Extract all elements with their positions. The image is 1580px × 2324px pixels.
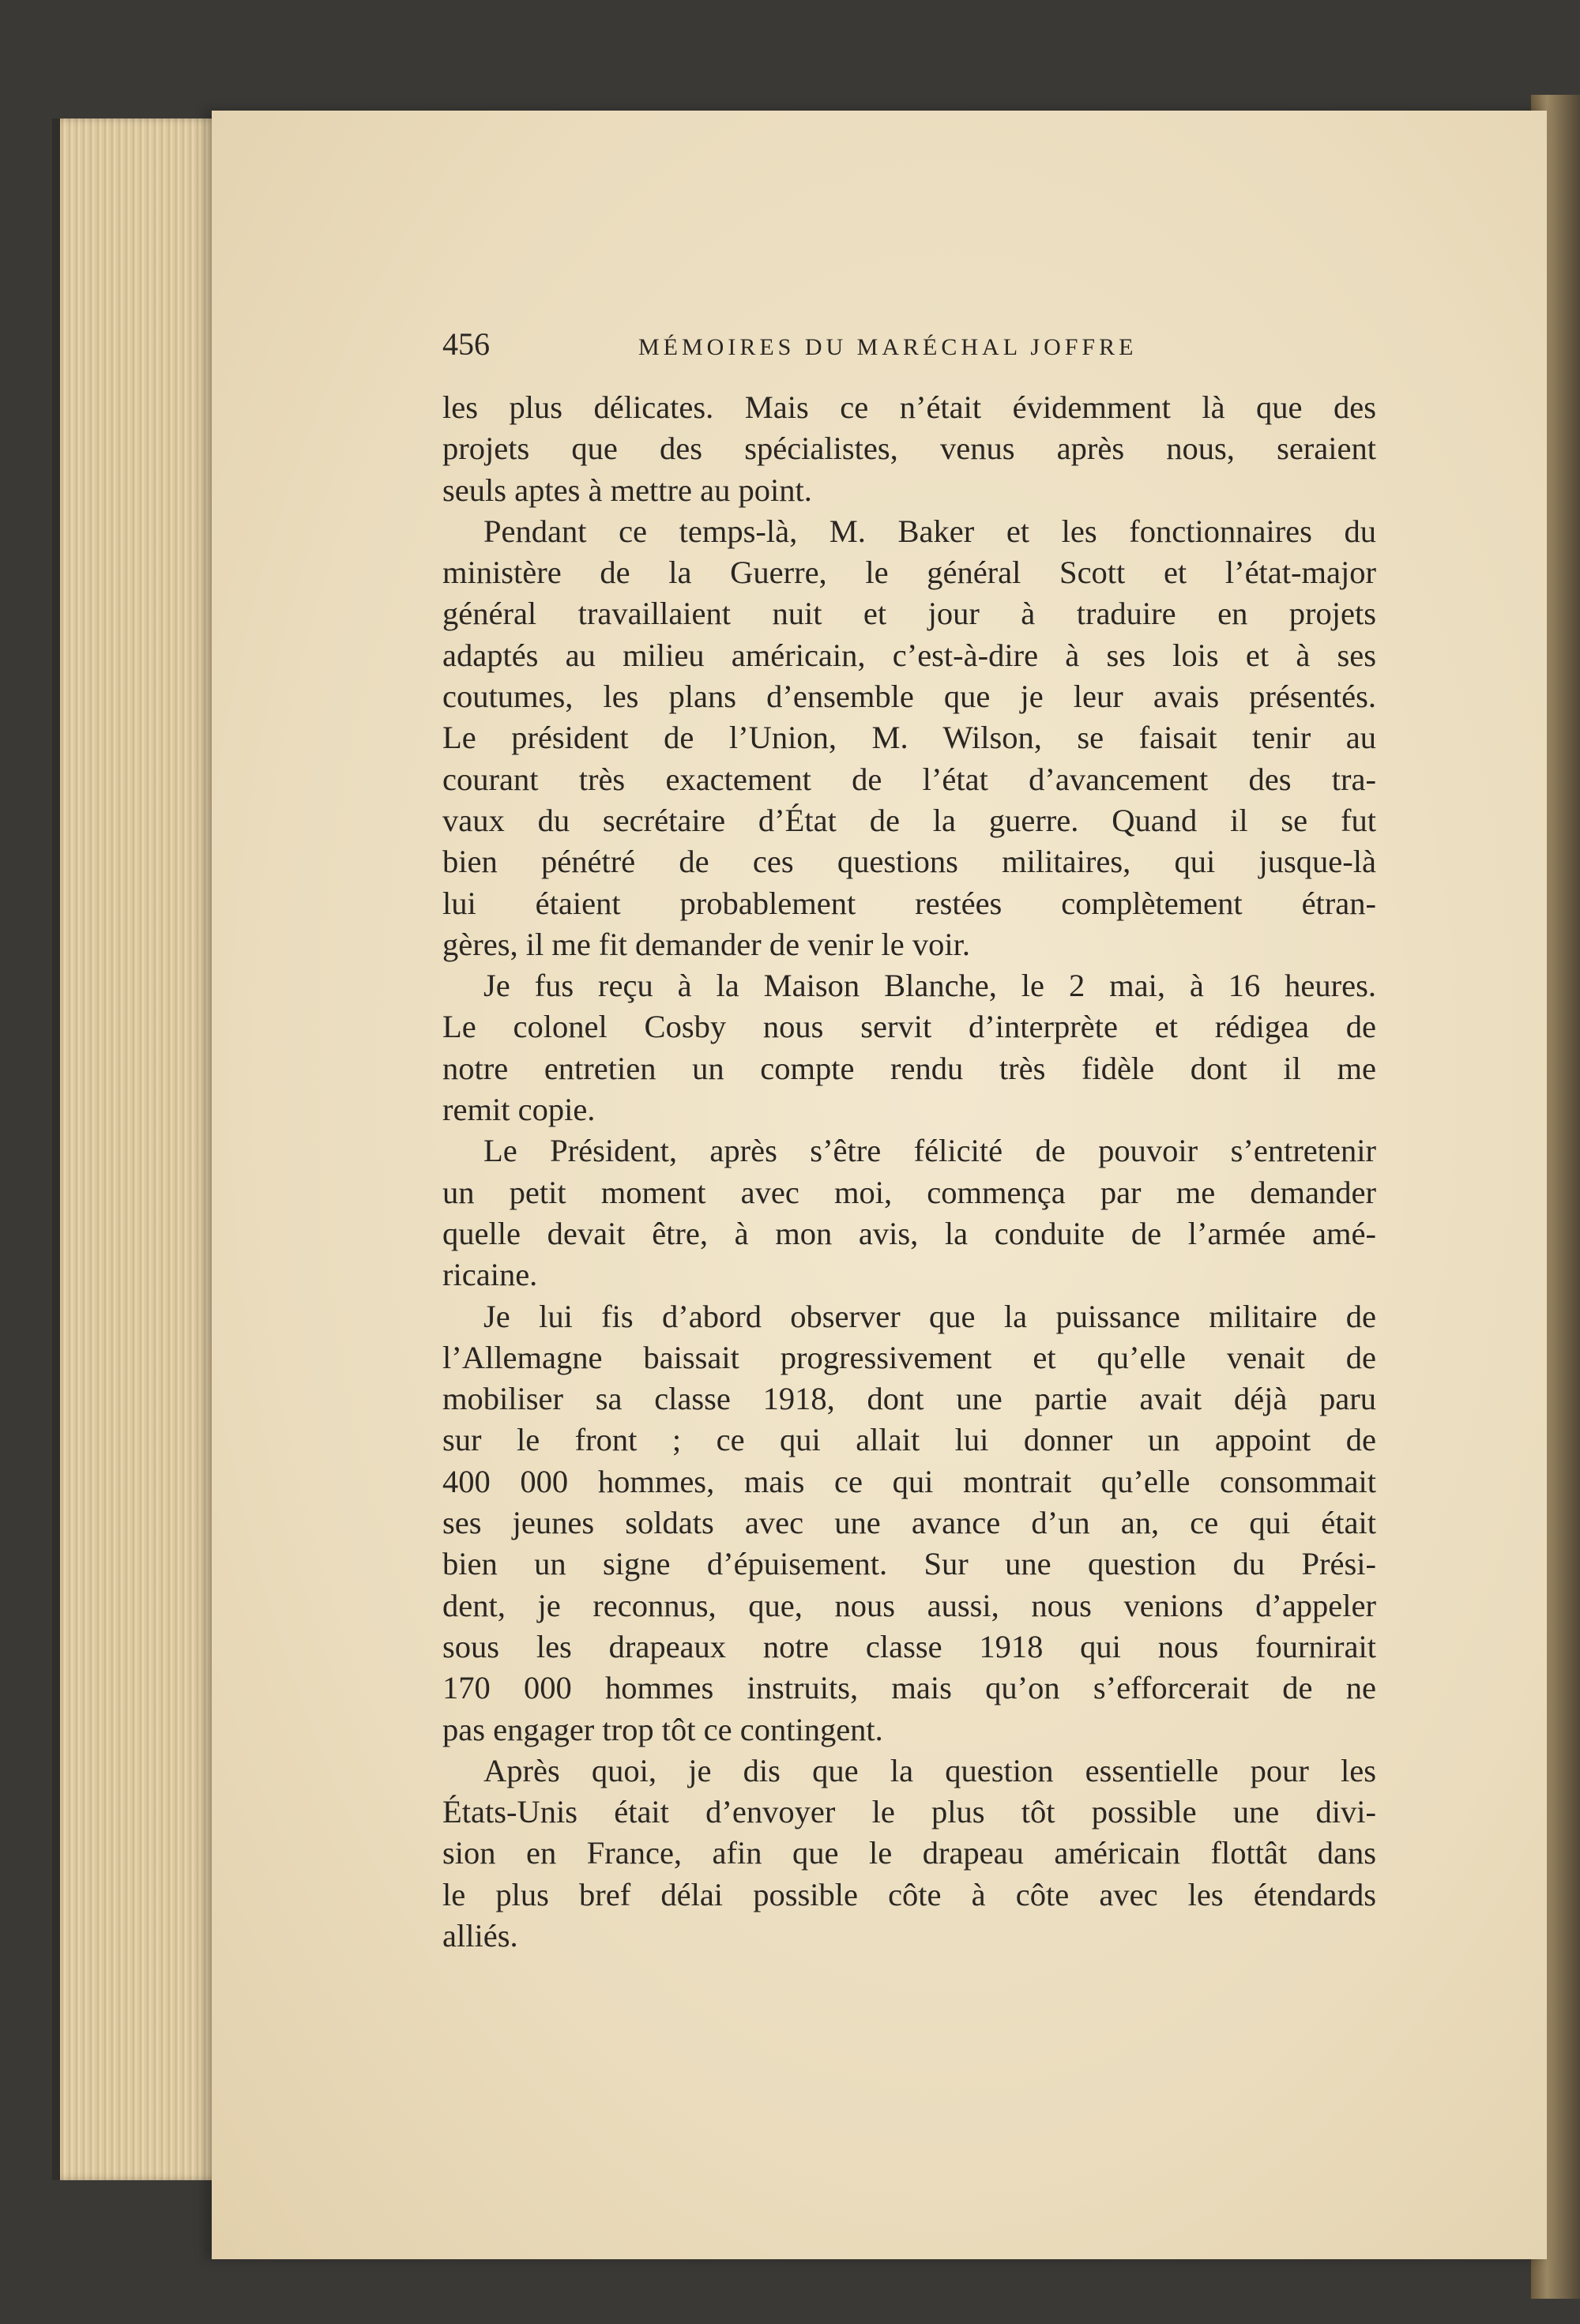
text-line: ses jeunes soldats avec une avance d’un an, ce qui était <box>442 1505 1376 1541</box>
text-line: alliés. <box>442 1917 518 1954</box>
text-line: États-Unis était d’envoyer le plus tôt possible une divi- <box>442 1794 1376 1830</box>
text-line: sur le front ; ce qui allait lui donner un appoint de <box>442 1422 1376 1458</box>
text-line: gères, il me fit demander de venir le voir. <box>442 926 971 962</box>
text-line: un petit moment avec moi, commença par me demander <box>442 1174 1376 1210</box>
text-line: vaux du secrétaire d’État de la guerre. Quand il se fut <box>442 802 1376 838</box>
text-line: remit copie. <box>442 1092 596 1128</box>
text-line: mobiliser sa classe 1918, dont une partie avait déjà paru <box>442 1381 1376 1417</box>
text-line: général travaillaient nuit et jour à traduire en projets <box>442 596 1376 632</box>
text-line: seuls aptes à mettre au point. <box>442 472 812 508</box>
text-line: Le Président, après s’être félicité de pouvoir s’entretenir <box>483 1133 1376 1169</box>
text-line: bien pénétré de ces questions militaires, qui jusque-là <box>442 844 1376 880</box>
text-line: coutumes, les plans d’ensemble que je leur avais présentés. <box>442 679 1376 715</box>
text-line: lui étaient probablement restées complètement étran- <box>442 885 1376 921</box>
text-line: Le colonel Cosby nous servit d’interprète et rédigea de <box>442 1009 1376 1045</box>
text-line: dent, je reconnus, que, nous aussi, nous venions d’appeler <box>442 1587 1376 1623</box>
page-number: 456 <box>442 326 490 362</box>
text-line: projets que des spécialistes, venus après nous, seraient <box>442 431 1376 467</box>
text-line: pas engager trop tôt ce contingent. <box>442 1711 883 1747</box>
text-line: le plus bref délai possible côte à côte avec les étendards <box>442 1876 1376 1912</box>
text-line: Pendant ce temps-là, M. Baker et les fonctionnaires du <box>483 513 1376 549</box>
text-line: sous les drapeaux notre classe 1918 qui nous fournirait <box>442 1628 1376 1664</box>
text-line: l’Allemagne baissait progressivement et qu’elle venait de <box>442 1339 1376 1375</box>
book-page <box>212 111 1547 2259</box>
page-text-block <box>442 324 1376 1957</box>
text-line: ministère de la Guerre, le général Scott et l’état-major <box>442 555 1376 591</box>
text-line: Je lui fis d’abord observer que la puissance militaire de <box>483 1298 1376 1334</box>
text-line: Le président de l’Union, M. Wilson, se faisait tenir au <box>442 720 1376 756</box>
text-line: Après quoi, je dis que la question essentielle pour les <box>483 1752 1376 1788</box>
text-line: quelle devait être, à mon avis, la conduite de l’armée amé- <box>442 1215 1376 1251</box>
running-title: MÉMOIRES DU MARÉCHAL JOFFRE <box>638 334 1138 360</box>
running-head <box>442 324 1376 365</box>
text-line: les plus délicates. Mais ce n’était évidemment là que des <box>442 389 1376 425</box>
text-line: bien un signe d’épuisement. Sur une question du Prési- <box>442 1546 1376 1582</box>
text-line: notre entretien un compte rendu très fidèle dont il me <box>442 1050 1376 1086</box>
text-line: courant très exactement de l’état d’avancement des tra- <box>442 761 1376 797</box>
text-line: ricaine. <box>442 1257 538 1293</box>
text-line: 170 000 hommes instruits, mais qu’on s’efforcerait de ne <box>442 1670 1376 1706</box>
text-line: 400 000 hommes, mais ce qui montrait qu’elle consommait <box>442 1463 1376 1499</box>
text-line: adaptés au milieu américain, c’est-à-dire à ses lois et à ses <box>442 637 1376 673</box>
text-line: Je fus reçu à la Maison Blanche, le 2 mai, à 16 heures. <box>483 968 1376 1004</box>
text-line: sion en France, afin que le drapeau américain flottât dans <box>442 1835 1376 1871</box>
